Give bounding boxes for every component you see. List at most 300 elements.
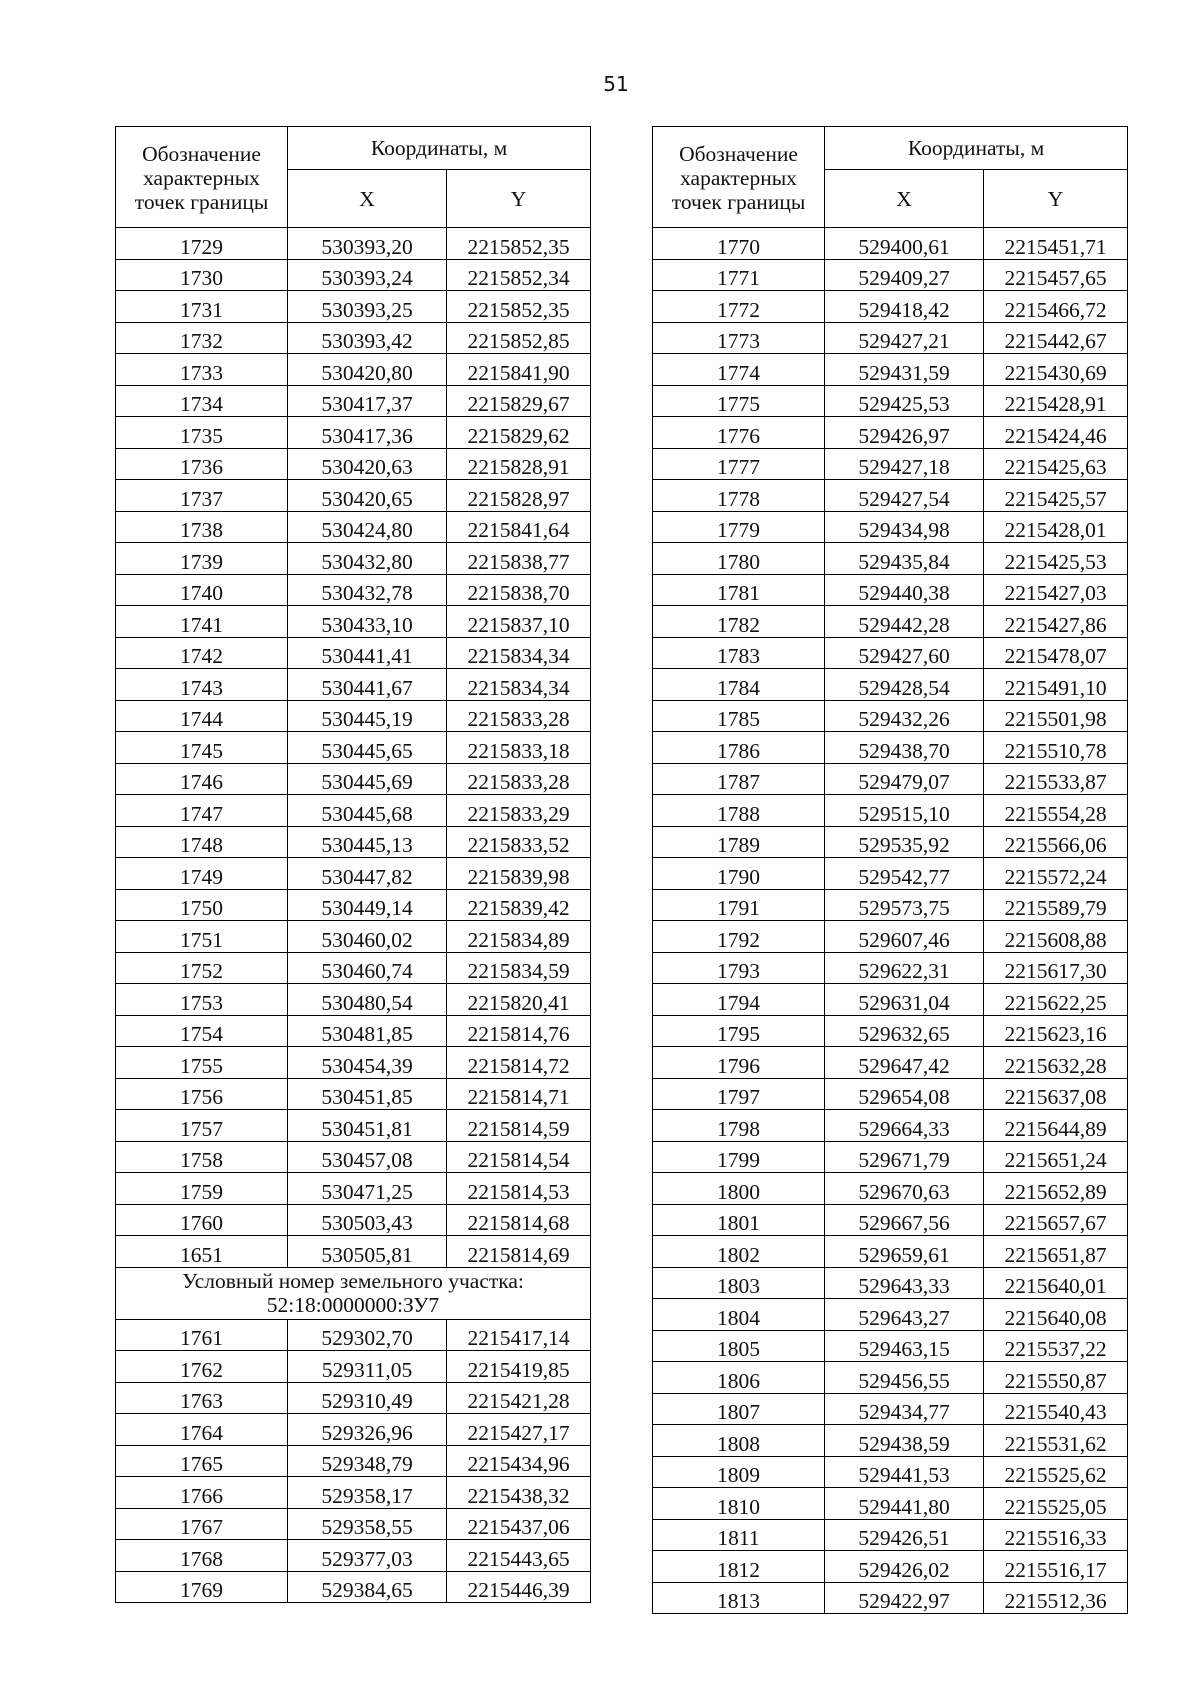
point-number-cell: 1797 xyxy=(653,1078,825,1110)
point-number-cell: 1729 xyxy=(116,228,288,260)
point-number-cell: 1740 xyxy=(116,574,288,606)
table-row xyxy=(116,1236,591,1268)
point-number-cell: 1792 xyxy=(653,921,825,953)
y-coordinate-cell: 2215834,59 xyxy=(447,952,591,984)
x-coordinate-cell: 530441,41 xyxy=(288,637,447,669)
table-row xyxy=(116,1047,591,1079)
point-number-cell: 1788 xyxy=(653,795,825,827)
y-coordinate-cell: 2215428,01 xyxy=(984,511,1128,543)
point-number-cell: 1802 xyxy=(653,1236,825,1268)
y-coordinate-cell: 2215457,65 xyxy=(984,259,1128,291)
x-coordinate-cell: 529311,05 xyxy=(288,1351,447,1383)
y-coordinate-cell: 2215828,97 xyxy=(447,480,591,512)
x-coordinate-cell: 530432,80 xyxy=(288,543,447,575)
table-row xyxy=(116,1508,591,1540)
y-coordinate-cell: 2215838,77 xyxy=(447,543,591,575)
x-coordinate-cell: 529302,70 xyxy=(288,1319,447,1351)
table-row xyxy=(116,1540,591,1572)
x-coordinate-cell: 530451,81 xyxy=(288,1110,447,1142)
point-number-cell: 1795 xyxy=(653,1015,825,1047)
table-row xyxy=(116,448,591,480)
table-row xyxy=(116,511,591,543)
x-coordinate-cell: 529535,92 xyxy=(825,826,984,858)
table-row xyxy=(116,1141,591,1173)
point-number-cell: 1735 xyxy=(116,417,288,449)
x-coordinate-cell: 529426,51 xyxy=(825,1519,984,1551)
y-coordinate-cell: 2215427,86 xyxy=(984,606,1128,638)
y-coordinate-cell: 2215820,41 xyxy=(447,984,591,1016)
y-coordinate-cell: 2215814,54 xyxy=(447,1141,591,1173)
x-coordinate-cell: 529438,70 xyxy=(825,732,984,764)
y-coordinate-cell: 2215841,64 xyxy=(447,511,591,543)
point-number-cell: 1776 xyxy=(653,417,825,449)
x-coordinate-cell: 530424,80 xyxy=(288,511,447,543)
y-coordinate-cell: 2215652,89 xyxy=(984,1173,1128,1205)
y-coordinate-cell: 2215852,35 xyxy=(447,228,591,260)
table-row xyxy=(653,480,1128,512)
x-coordinate-cell: 530433,10 xyxy=(288,606,447,638)
x-coordinate-cell: 529326,96 xyxy=(288,1414,447,1446)
x-coordinate-cell: 530393,25 xyxy=(288,291,447,323)
y-coordinate-cell: 2215531,62 xyxy=(984,1425,1128,1457)
table-row xyxy=(653,1393,1128,1425)
y-coordinate-cell: 2215833,29 xyxy=(447,795,591,827)
y-coordinate-cell: 2215852,85 xyxy=(447,322,591,354)
point-number-cell: 1809 xyxy=(653,1456,825,1488)
point-number-cell: 1771 xyxy=(653,259,825,291)
point-number-cell: 1734 xyxy=(116,385,288,417)
y-coordinate-cell: 2215478,07 xyxy=(984,637,1128,669)
y-coordinate-cell: 2215839,98 xyxy=(447,858,591,890)
point-number-cell: 1756 xyxy=(116,1078,288,1110)
y-coordinate-cell: 2215466,72 xyxy=(984,291,1128,323)
x-coordinate-cell: 529632,65 xyxy=(825,1015,984,1047)
y-coordinate-cell: 2215640,01 xyxy=(984,1267,1128,1299)
y-coordinate-cell: 2215566,06 xyxy=(984,826,1128,858)
point-number-cell: 1779 xyxy=(653,511,825,543)
table-row xyxy=(653,511,1128,543)
x-coordinate-cell: 529438,59 xyxy=(825,1425,984,1457)
y-coordinate-cell: 2215512,36 xyxy=(984,1582,1128,1614)
x-coordinate-cell: 530420,65 xyxy=(288,480,447,512)
table-row xyxy=(116,574,591,606)
point-number-cell: 1755 xyxy=(116,1047,288,1079)
y-coordinate-cell: 2215550,87 xyxy=(984,1362,1128,1394)
x-coordinate-cell: 530454,39 xyxy=(288,1047,447,1079)
table-row xyxy=(653,1299,1128,1331)
table-row xyxy=(653,259,1128,291)
point-number-cell: 1790 xyxy=(653,858,825,890)
x-coordinate-cell: 529431,59 xyxy=(825,354,984,386)
table-row xyxy=(653,606,1128,638)
y-coordinate-cell: 2215833,28 xyxy=(447,763,591,795)
x-coordinate-cell: 530449,14 xyxy=(288,889,447,921)
coordinates-table-left xyxy=(115,126,591,1603)
y-coordinate-cell: 2215852,34 xyxy=(447,259,591,291)
x-coordinate-cell: 530445,68 xyxy=(288,795,447,827)
x-coordinate-cell: 530393,20 xyxy=(288,228,447,260)
table-row xyxy=(116,858,591,890)
y-coordinate-cell: 2215501,98 xyxy=(984,700,1128,732)
point-number-cell: 1731 xyxy=(116,291,288,323)
right-rows-group xyxy=(653,228,1128,1614)
x-coordinate-cell: 530505,81 xyxy=(288,1236,447,1268)
table-row xyxy=(653,1362,1128,1394)
table-row xyxy=(116,480,591,512)
table-row xyxy=(653,1236,1128,1268)
x-coordinate-cell: 530481,85 xyxy=(288,1015,447,1047)
table-row xyxy=(653,889,1128,921)
y-coordinate-cell: 2215841,90 xyxy=(447,354,591,386)
table-row xyxy=(116,669,591,701)
table-row xyxy=(116,826,591,858)
point-number-cell: 1782 xyxy=(653,606,825,638)
table-row xyxy=(116,385,591,417)
x-coordinate-cell: 529463,15 xyxy=(825,1330,984,1362)
y-coordinate-cell: 2215421,28 xyxy=(447,1382,591,1414)
table-row xyxy=(116,763,591,795)
x-coordinate-cell: 530441,67 xyxy=(288,669,447,701)
point-number-cell: 1791 xyxy=(653,889,825,921)
x-coordinate-cell: 529643,33 xyxy=(825,1267,984,1299)
y-coordinate-cell: 2215510,78 xyxy=(984,732,1128,764)
x-coordinate-cell: 529409,27 xyxy=(825,259,984,291)
point-number-cell: 1789 xyxy=(653,826,825,858)
table-row xyxy=(116,1110,591,1142)
x-coordinate-cell: 529647,42 xyxy=(825,1047,984,1079)
x-coordinate-cell: 529671,79 xyxy=(825,1141,984,1173)
y-coordinate-cell: 2215651,24 xyxy=(984,1141,1128,1173)
x-coordinate-cell: 529542,77 xyxy=(825,858,984,890)
x-coordinate-cell: 529435,84 xyxy=(825,543,984,575)
y-coordinate-cell: 2215834,89 xyxy=(447,921,591,953)
x-coordinate-cell: 529427,60 xyxy=(825,637,984,669)
point-number-cell: 1762 xyxy=(116,1351,288,1383)
table-row xyxy=(116,1204,591,1236)
point-number-cell: 1739 xyxy=(116,543,288,575)
y-coordinate-cell: 2215446,39 xyxy=(447,1571,591,1603)
left-rows-group-a xyxy=(116,228,591,1268)
y-coordinate-cell: 2215425,57 xyxy=(984,480,1128,512)
table-row xyxy=(116,354,591,386)
table-row xyxy=(116,606,591,638)
x-coordinate-cell: 530480,54 xyxy=(288,984,447,1016)
point-number-cell: 1737 xyxy=(116,480,288,512)
point-number-cell: 1730 xyxy=(116,259,288,291)
point-number-cell: 1786 xyxy=(653,732,825,764)
section-group xyxy=(116,1267,591,1319)
y-coordinate-cell: 2215438,32 xyxy=(447,1477,591,1509)
point-number-cell: 1803 xyxy=(653,1267,825,1299)
x-coordinate-cell: 529418,42 xyxy=(825,291,984,323)
header-designation-line1: Обозначение xyxy=(142,142,261,166)
point-number-cell: 1767 xyxy=(116,1508,288,1540)
x-coordinate-cell: 529400,61 xyxy=(825,228,984,260)
x-coordinate-cell: 530445,69 xyxy=(288,763,447,795)
point-number-cell: 1651 xyxy=(116,1236,288,1268)
point-number-cell: 1758 xyxy=(116,1141,288,1173)
table-row xyxy=(116,291,591,323)
x-coordinate-cell: 530417,37 xyxy=(288,385,447,417)
table-row xyxy=(653,1047,1128,1079)
table-row xyxy=(653,1078,1128,1110)
table-row xyxy=(116,700,591,732)
point-number-cell: 1780 xyxy=(653,543,825,575)
point-number-cell: 1811 xyxy=(653,1519,825,1551)
y-coordinate-cell: 2215623,16 xyxy=(984,1015,1128,1047)
header-designation xyxy=(116,127,288,228)
table-row xyxy=(653,984,1128,1016)
x-coordinate-cell: 530447,82 xyxy=(288,858,447,890)
point-number-cell: 1766 xyxy=(116,1477,288,1509)
y-coordinate-cell: 2215814,72 xyxy=(447,1047,591,1079)
y-coordinate-cell: 2215640,08 xyxy=(984,1299,1128,1331)
table-row xyxy=(653,1488,1128,1520)
x-coordinate-cell: 529667,56 xyxy=(825,1204,984,1236)
table-row xyxy=(653,700,1128,732)
table-row xyxy=(653,354,1128,386)
point-number-cell: 1752 xyxy=(116,952,288,984)
table-row xyxy=(116,228,591,260)
table-row xyxy=(653,826,1128,858)
header-x: X xyxy=(825,170,984,228)
point-number-cell: 1799 xyxy=(653,1141,825,1173)
point-number-cell: 1807 xyxy=(653,1393,825,1425)
x-coordinate-cell: 529631,04 xyxy=(825,984,984,1016)
y-coordinate-cell: 2215537,22 xyxy=(984,1330,1128,1362)
x-coordinate-cell: 529573,75 xyxy=(825,889,984,921)
y-coordinate-cell: 2215834,34 xyxy=(447,637,591,669)
point-number-cell: 1738 xyxy=(116,511,288,543)
point-number-cell: 1798 xyxy=(653,1110,825,1142)
x-coordinate-cell: 530420,80 xyxy=(288,354,447,386)
y-coordinate-cell: 2215589,79 xyxy=(984,889,1128,921)
x-coordinate-cell: 529441,53 xyxy=(825,1456,984,1488)
header-designation-line3: точек границы xyxy=(671,190,806,214)
table-row xyxy=(653,1204,1128,1236)
table-row xyxy=(116,952,591,984)
x-coordinate-cell: 530432,78 xyxy=(288,574,447,606)
table-row xyxy=(116,417,591,449)
point-number-cell: 1736 xyxy=(116,448,288,480)
point-number-cell: 1757 xyxy=(116,1110,288,1142)
table-row xyxy=(653,417,1128,449)
point-number-cell: 1750 xyxy=(116,889,288,921)
point-number-cell: 1741 xyxy=(116,606,288,638)
table-row xyxy=(653,385,1128,417)
table-row xyxy=(653,795,1128,827)
point-number-cell: 1742 xyxy=(116,637,288,669)
coordinates-table-right xyxy=(652,126,1128,1614)
header-designation-line2: характерных xyxy=(143,166,260,190)
point-number-cell: 1781 xyxy=(653,574,825,606)
table-row xyxy=(116,795,591,827)
point-number-cell: 1796 xyxy=(653,1047,825,1079)
header-coordinates: Координаты, м xyxy=(825,127,1128,170)
header-coordinates: Координаты, м xyxy=(288,127,591,170)
table-header xyxy=(653,127,1128,228)
x-coordinate-cell: 530417,36 xyxy=(288,417,447,449)
y-coordinate-cell: 2215419,85 xyxy=(447,1351,591,1383)
table-row xyxy=(653,858,1128,890)
point-number-cell: 1787 xyxy=(653,763,825,795)
point-number-cell: 1753 xyxy=(116,984,288,1016)
y-coordinate-cell: 2215814,69 xyxy=(447,1236,591,1268)
point-number-cell: 1810 xyxy=(653,1488,825,1520)
point-number-cell: 1745 xyxy=(116,732,288,764)
table-row xyxy=(653,637,1128,669)
header-designation-line1: Обозначение xyxy=(679,142,798,166)
table-row xyxy=(116,1414,591,1446)
x-coordinate-cell: 529643,27 xyxy=(825,1299,984,1331)
point-number-cell: 1801 xyxy=(653,1204,825,1236)
x-coordinate-cell: 529310,49 xyxy=(288,1382,447,1414)
x-coordinate-cell: 530393,42 xyxy=(288,322,447,354)
x-coordinate-cell: 530460,02 xyxy=(288,921,447,953)
table-row xyxy=(653,1267,1128,1299)
y-coordinate-cell: 2215425,53 xyxy=(984,543,1128,575)
x-coordinate-cell: 529427,18 xyxy=(825,448,984,480)
table-row xyxy=(116,637,591,669)
point-number-cell: 1746 xyxy=(116,763,288,795)
x-coordinate-cell: 529654,08 xyxy=(825,1078,984,1110)
y-coordinate-cell: 2215833,52 xyxy=(447,826,591,858)
x-coordinate-cell: 529426,97 xyxy=(825,417,984,449)
y-coordinate-cell: 2215837,10 xyxy=(447,606,591,638)
x-coordinate-cell: 529427,21 xyxy=(825,322,984,354)
y-coordinate-cell: 2215442,67 xyxy=(984,322,1128,354)
x-coordinate-cell: 530503,43 xyxy=(288,1204,447,1236)
table-row xyxy=(653,1582,1128,1614)
table-row xyxy=(116,1015,591,1047)
point-number-cell: 1744 xyxy=(116,700,288,732)
y-coordinate-cell: 2215554,28 xyxy=(984,795,1128,827)
point-number-cell: 1751 xyxy=(116,921,288,953)
x-coordinate-cell: 529440,38 xyxy=(825,574,984,606)
y-coordinate-cell: 2215443,65 xyxy=(447,1540,591,1572)
point-number-cell: 1768 xyxy=(116,1540,288,1572)
y-coordinate-cell: 2215834,34 xyxy=(447,669,591,701)
table-header xyxy=(116,127,591,228)
point-number-cell: 1775 xyxy=(653,385,825,417)
table-row xyxy=(653,1110,1128,1142)
y-coordinate-cell: 2215814,68 xyxy=(447,1204,591,1236)
table-row xyxy=(116,1319,591,1351)
section-caption-line2: 52:18:0000000:ЗУ7 xyxy=(266,1293,440,1317)
y-coordinate-cell: 2215525,62 xyxy=(984,1456,1128,1488)
y-coordinate-cell: 2215833,28 xyxy=(447,700,591,732)
table-row xyxy=(653,952,1128,984)
y-coordinate-cell: 2215644,89 xyxy=(984,1110,1128,1142)
y-coordinate-cell: 2215533,87 xyxy=(984,763,1128,795)
y-coordinate-cell: 2215814,76 xyxy=(447,1015,591,1047)
x-coordinate-cell: 529427,54 xyxy=(825,480,984,512)
y-coordinate-cell: 2215424,46 xyxy=(984,417,1128,449)
x-coordinate-cell: 529607,46 xyxy=(825,921,984,953)
point-number-cell: 1763 xyxy=(116,1382,288,1414)
x-coordinate-cell: 529434,77 xyxy=(825,1393,984,1425)
table-row xyxy=(116,1445,591,1477)
point-number-cell: 1733 xyxy=(116,354,288,386)
y-coordinate-cell: 2215516,33 xyxy=(984,1519,1128,1551)
y-coordinate-cell: 2215427,17 xyxy=(447,1414,591,1446)
x-coordinate-cell: 530420,63 xyxy=(288,448,447,480)
table-row xyxy=(653,1015,1128,1047)
y-coordinate-cell: 2215814,71 xyxy=(447,1078,591,1110)
y-coordinate-cell: 2215828,91 xyxy=(447,448,591,480)
table-row xyxy=(116,543,591,575)
y-coordinate-cell: 2215427,03 xyxy=(984,574,1128,606)
x-coordinate-cell: 529670,63 xyxy=(825,1173,984,1205)
x-coordinate-cell: 530460,74 xyxy=(288,952,447,984)
point-number-cell: 1783 xyxy=(653,637,825,669)
y-coordinate-cell: 2215617,30 xyxy=(984,952,1128,984)
point-number-cell: 1793 xyxy=(653,952,825,984)
point-number-cell: 1794 xyxy=(653,984,825,1016)
table-row xyxy=(653,228,1128,260)
y-coordinate-cell: 2215814,53 xyxy=(447,1173,591,1205)
point-number-cell: 1773 xyxy=(653,322,825,354)
point-number-cell: 1754 xyxy=(116,1015,288,1047)
y-coordinate-cell: 2215417,14 xyxy=(447,1319,591,1351)
y-coordinate-cell: 2215425,63 xyxy=(984,448,1128,480)
point-number-cell: 1813 xyxy=(653,1582,825,1614)
table-row xyxy=(116,259,591,291)
table-row xyxy=(653,669,1128,701)
point-number-cell: 1761 xyxy=(116,1319,288,1351)
x-coordinate-cell: 530445,19 xyxy=(288,700,447,732)
y-coordinate-cell: 2215632,28 xyxy=(984,1047,1128,1079)
table-row xyxy=(653,1173,1128,1205)
y-coordinate-cell: 2215437,06 xyxy=(447,1508,591,1540)
point-number-cell: 1764 xyxy=(116,1414,288,1446)
point-number-cell: 1785 xyxy=(653,700,825,732)
point-number-cell: 1772 xyxy=(653,291,825,323)
point-number-cell: 1769 xyxy=(116,1571,288,1603)
x-coordinate-cell: 529479,07 xyxy=(825,763,984,795)
table-row xyxy=(116,732,591,764)
y-coordinate-cell: 2215430,69 xyxy=(984,354,1128,386)
table-row xyxy=(116,1173,591,1205)
table-row xyxy=(116,1571,591,1603)
x-coordinate-cell: 529425,53 xyxy=(825,385,984,417)
point-number-cell: 1812 xyxy=(653,1551,825,1583)
point-number-cell: 1808 xyxy=(653,1425,825,1457)
point-number-cell: 1777 xyxy=(653,448,825,480)
left-rows-group-b xyxy=(116,1319,591,1603)
x-coordinate-cell: 529358,17 xyxy=(288,1477,447,1509)
y-coordinate-cell: 2215525,05 xyxy=(984,1488,1128,1520)
point-number-cell: 1748 xyxy=(116,826,288,858)
table-row xyxy=(116,1351,591,1383)
table-row xyxy=(653,322,1128,354)
x-coordinate-cell: 529348,79 xyxy=(288,1445,447,1477)
point-number-cell: 1749 xyxy=(116,858,288,890)
header-designation-line3: точек границы xyxy=(134,190,269,214)
point-number-cell: 1743 xyxy=(116,669,288,701)
y-coordinate-cell: 2215428,91 xyxy=(984,385,1128,417)
x-coordinate-cell: 529384,65 xyxy=(288,1571,447,1603)
y-coordinate-cell: 2215572,24 xyxy=(984,858,1128,890)
header-x: X xyxy=(288,170,447,228)
table-row xyxy=(653,543,1128,575)
x-coordinate-cell: 529515,10 xyxy=(825,795,984,827)
table-row xyxy=(653,1425,1128,1457)
point-number-cell: 1760 xyxy=(116,1204,288,1236)
table-row xyxy=(653,763,1128,795)
y-coordinate-cell: 2215608,88 xyxy=(984,921,1128,953)
point-number-cell: 1806 xyxy=(653,1362,825,1394)
